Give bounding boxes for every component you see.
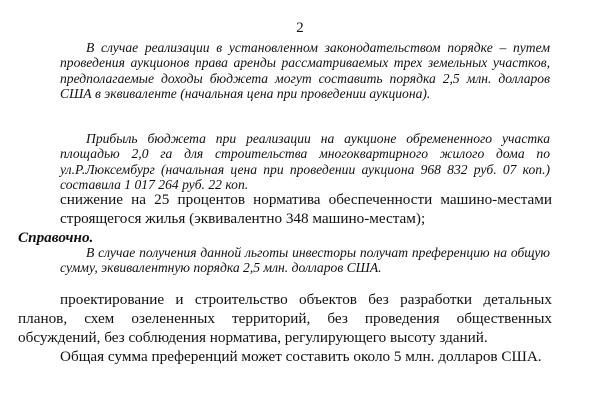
paragraph-total-preferences-text: Общая сумма преференций может составить около 5 млн. долларов США. — [60, 348, 542, 365]
paragraph-reference-text-body: В случае получения данной льготы инвесторы получат преференцию на общую сумму, эквивалентную порядка 2,5 млн. долларов США. — [60, 245, 550, 276]
paragraph-budget-profit — [60, 131, 550, 191]
paragraph-total-preferences — [18, 347, 552, 366]
paragraph-reference-text — [60, 245, 550, 293]
paragraph-auction-revenue-text: В случае реализации в установленном законодательством порядке – путем проведения аукционов права аренды рассматриваемых трех земельных участков, предполагаемые доходы бюджета могут составить порядка 2,5 млн. долларов США в эквиваленте (начальная цена при проведении аукциона). — [60, 40, 550, 102]
paragraph-design-construction-text: проектирование и строительство объектов без разработки детальных планов, схем озелененных территорий, без проведения общественных обсуждений, без соблюдения норматива, регулирующего высоту зданий. — [18, 291, 552, 346]
paragraph-parking-reduction-text: снижение на 25 процентов норматива обеспеченности машино-местами строящегося жилья (эквивалентно 348 машино-местам); — [60, 191, 552, 227]
page-number: 2 — [296, 20, 304, 36]
paragraph-design-construction — [18, 290, 552, 347]
reference-heading: Справочно. — [18, 229, 94, 246]
paragraph-budget-profit-text: Прибыль бюджета при реализации на аукционе обремененного участка площадью 2,0 га для строительства многоквартирного жилого дома по ул.Р.Люксембург (начальная цена при проведении аукциона 968 832 руб. 07 коп.) составила 1 017 264 руб. 22 коп. — [60, 131, 550, 193]
paragraph-auction-revenue — [60, 40, 550, 130]
paragraph-parking-reduction — [60, 190, 552, 228]
